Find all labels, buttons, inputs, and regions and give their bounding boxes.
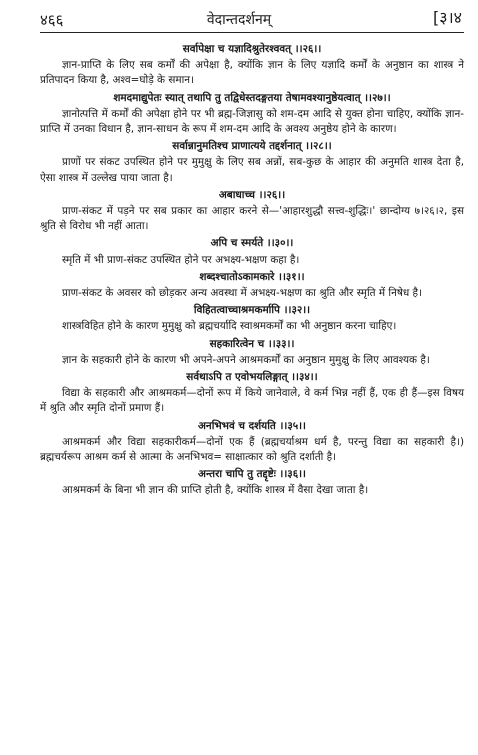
- section-number: [३।४: [433, 8, 462, 27]
- commentary-30: स्मृति में भी प्राण-संकट उपस्थित होने पर अभक्ष्य-भक्षण कहा है।: [62, 253, 300, 266]
- commentary-32: शास्त्रविहित होने के कारण मुमुक्षु को ब्रह्मचर्यादि स्वाश्रमकर्मों का भी अनुष्ठान करना चाहिए।: [62, 320, 397, 333]
- sutra-28: सर्वान्नानुमतिश्च प्राणात्यये तद्दर्शनात् ।।२८।।: [172, 140, 332, 153]
- sutra-34: सर्वथाऽपि त एवोभयलिङ्गात् ।।३४।।: [186, 371, 318, 384]
- sutra-36: अन्तरा चापि तु तद्दृष्टेः ।।३६।।: [198, 468, 306, 481]
- sutra-31: शब्दश्चातोऽकामकारे ।।३१।।: [199, 270, 305, 283]
- header-rule: [40, 32, 464, 33]
- sutra-33: सहकारित्वेन च ।।३३।।: [209, 337, 295, 350]
- sutra-35: अनभिभवं च दर्शयति ।।३५।।: [197, 419, 306, 432]
- commentary-28: प्राणों पर संकट उपस्थित होने पर मुमुक्षु के लिए सब अन्नों, सब-कुछ के आहार की अनुमति शास्त्र देता है, ऐसा शास्त्र में उल्लेख पाया जाता है।: [40, 156, 464, 184]
- commentary-29: प्राण-संकट में पड़ने पर सब प्रकार का आहार करने से—'आहारशुद्धौ सत्त्व-शुद्धिः।' छान्दोग्य ७।२६।२, इस श्रुति से विरोध भी नहीं आता।: [40, 205, 464, 233]
- commentary-36: आश्रमकर्म के बिना भी ज्ञान की प्राप्ति होती है, क्योंकि शास्त्र में वैसा देखा जाता है।: [62, 484, 369, 497]
- commentary-26: ज्ञान-प्राप्ति के लिए सब कर्मों की अपेक्षा है, क्योंकि ज्ञान के लिए यज्ञादि कर्मों के अनुष्ठान का शास्त्र ने प्रतिपादन किया है, अश्व=घोड़े के समान।: [40, 59, 464, 87]
- commentary-31: प्राण-संकट के अवसर को छोड़कर अन्य अवस्था में अभक्ष्य-भक्षण का श्रुति और स्मृति में निषेध है।: [62, 287, 422, 300]
- sutra-32: विहितत्वाच्चाश्रमकर्मापि ।।३२।।: [193, 304, 311, 317]
- commentary-35: आश्रमकर्म और विद्या सहकारीकर्म—दोनों एक हैं (ब्रह्मचर्याश्रम धर्म है, परन्तु विद्या का सहकारी है।) ब्रह्मचर्यरूप आश्रम कर्म से आत्मा के अनभिभव= साक्षात्कार को श्रुति दर्शाती है।: [40, 435, 464, 464]
- commentary-33: ज्ञान के सहकारी होने के कारण भी अपने-अपने आश्रमकर्मों का अनुष्ठान मुमुक्षु के लिए आवश्यक है।: [62, 353, 430, 366]
- sutra-29: अबाधाच्च ।।२६।।: [218, 188, 286, 201]
- sutra-30: अपि च स्मर्यते ।।३०।।: [210, 237, 294, 250]
- sutra-26: सर्वापेक्षा च यज्ञादिश्रुतेरश्ववत् ।।२६।।: [182, 43, 322, 55]
- page-number: ४६६: [40, 11, 64, 29]
- page-body: [40, 40, 464, 499]
- commentary-34: विद्या के सहकारी और आश्रमकर्म—दोनों रूप में किये जानेवाले, वे कर्म भिन्न नहीं हैं, एक ही हैं—इस विषय में श्रुति और स्मृति दोनों प्रमाण हैं।: [40, 387, 464, 415]
- running-title: वेदान्तदर्शनम्: [206, 12, 272, 28]
- sutra-27: शमदमाद्युपेतः स्यात् तथापि तु तद्विधेस्तदङ्गतया तेषामवश्यानुष्ठेयत्वात् ।।२७।।: [113, 91, 391, 104]
- commentary-27: ज्ञानोत्पत्ति में कर्मों की अपेक्षा होने पर भी ब्रह्म-जिज्ञासु को शम-दम आदि से युक्त होना चाहिए, क्योंकि ज्ञान-प्राप्ति में उनका विधान है, ज्ञान-साधन के रूप में शम-दम आदि के अवश्य अनुष्ठेय होने के कारण।: [40, 107, 464, 136]
